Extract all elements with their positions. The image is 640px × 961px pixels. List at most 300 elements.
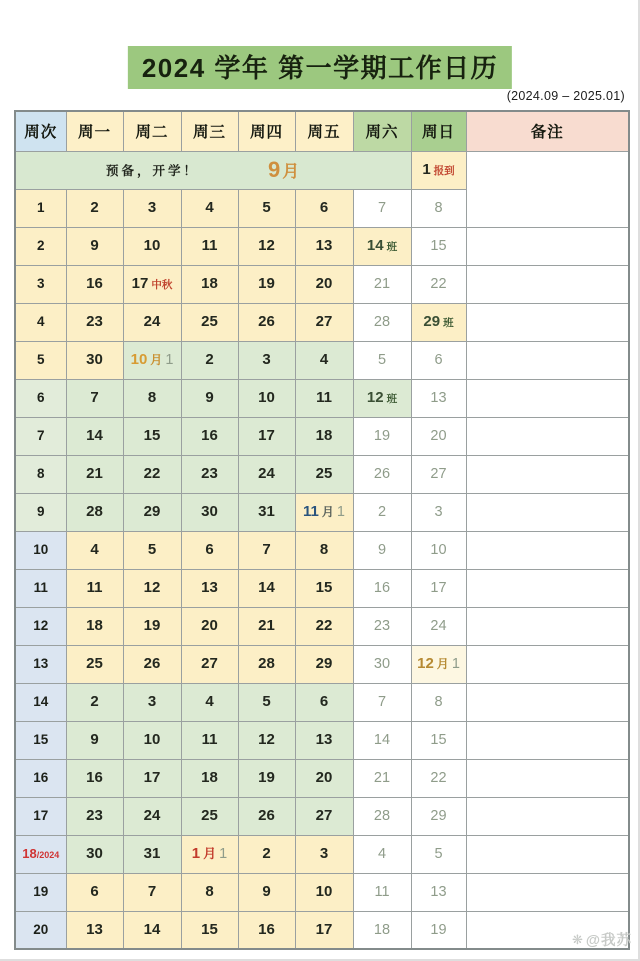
cell-text: 5 [262, 693, 271, 710]
cell-text: 1 [165, 352, 174, 368]
day-cell [181, 189, 238, 227]
cell-text: 1 [336, 504, 345, 520]
header-remark: 备注 [466, 111, 629, 151]
cell-text: 31 [143, 845, 161, 862]
cell-text: 25 [86, 655, 103, 672]
cell-text: 19 [258, 769, 275, 786]
cell-text: 14 [258, 579, 275, 596]
cell-text: 7 [377, 694, 387, 710]
cell-text: 11 [374, 884, 390, 900]
cell-text: 18 [201, 769, 218, 786]
cell-text: 11 [86, 579, 103, 596]
day-cell [181, 873, 238, 911]
cell-text: 6 [36, 390, 45, 405]
cell-text: 6 [319, 693, 329, 710]
cell-text: 21 [373, 770, 391, 786]
day-cell [123, 835, 181, 873]
day-cell [123, 531, 181, 569]
day-cell [181, 455, 238, 493]
week-number-cell [15, 417, 66, 455]
remark-cell [466, 607, 629, 645]
day-cell [295, 797, 353, 835]
week-number-cell [15, 227, 66, 265]
cell-text: 13 [430, 390, 447, 406]
day-cell [181, 759, 238, 797]
cell-text: 月 [150, 353, 163, 367]
cell-text: 7 [90, 389, 99, 406]
day-cell [295, 873, 353, 911]
cell-text: 20 [315, 275, 333, 292]
cell-text: 班 [443, 317, 454, 329]
day-cell [238, 569, 295, 607]
day-cell [411, 227, 466, 265]
day-cell [295, 569, 353, 607]
day-cell [66, 911, 123, 949]
remark-cell [466, 835, 629, 873]
cell-text: 18 [86, 617, 103, 634]
day-cell [411, 569, 466, 607]
week-number-cell [15, 341, 66, 379]
cell-text: 25 [201, 313, 218, 330]
day-cell [411, 721, 466, 759]
remark-cell [466, 379, 629, 417]
day-cell [295, 189, 353, 227]
day-cell [238, 797, 295, 835]
day-cell [238, 493, 295, 531]
day-cell [238, 379, 295, 417]
day-cell [181, 607, 238, 645]
cell-text: 16 [201, 427, 218, 444]
day-cell [181, 417, 238, 455]
cell-text: 23 [373, 618, 391, 634]
day-cell [411, 303, 466, 341]
remark-cell [466, 341, 629, 379]
day-cell [123, 911, 181, 949]
day-cell [353, 227, 411, 265]
remark-cell [466, 151, 629, 227]
cell-text: 7 [262, 541, 271, 558]
day-cell [295, 227, 353, 265]
day-cell [181, 379, 238, 417]
day-cell [123, 759, 181, 797]
cell-text: 25 [315, 465, 333, 482]
cell-text: 2 [36, 238, 45, 253]
cell-text: 28 [373, 314, 391, 330]
day-cell [411, 911, 466, 949]
week-number-cell [15, 455, 66, 493]
cell-text: 12 [258, 731, 275, 748]
cell-text: 17 [33, 808, 49, 823]
day-cell [295, 835, 353, 873]
day-cell [295, 493, 353, 531]
cell-text: 9 [90, 731, 99, 748]
day-cell [353, 645, 411, 683]
day-cell [66, 531, 123, 569]
cell-text: 26 [258, 313, 275, 330]
cell-text: 4 [319, 351, 329, 368]
cell-text: 班 [386, 241, 398, 253]
cell-text: /2024 [36, 850, 60, 860]
cell-text: 5 [377, 352, 387, 368]
cell-text: 21 [86, 465, 103, 482]
cell-text: 2 [90, 199, 99, 216]
week-row [15, 455, 629, 493]
day-cell [181, 911, 238, 949]
cell-text: 3 [147, 199, 157, 216]
day-cell [295, 341, 353, 379]
cell-text: 9 [377, 542, 387, 558]
cell-text: 5 [262, 199, 271, 216]
cell-text: 13 [86, 920, 103, 938]
cell-text: 19 [33, 884, 49, 899]
day-cell [123, 303, 181, 341]
cell-text: 24 [143, 807, 161, 824]
cell-text: 15 [201, 920, 218, 938]
cell-text: 4 [377, 846, 387, 862]
cell-text: 10 [258, 389, 275, 406]
cell-text: 4 [205, 199, 214, 216]
day-cell [411, 873, 466, 911]
week-row [15, 303, 629, 341]
day-cell [123, 645, 181, 683]
cell-text: 29 [423, 313, 441, 330]
cell-text: 10 [430, 542, 447, 558]
week-number-cell [15, 493, 66, 531]
cell-text: 30 [86, 351, 103, 368]
day-cell [295, 379, 353, 417]
cell-text: 22 [315, 617, 333, 634]
day-cell [123, 873, 181, 911]
cell-text: 5 [147, 541, 157, 558]
cell-text: 27 [430, 466, 447, 482]
cell-text: 24 [143, 313, 161, 330]
day-cell [238, 911, 295, 949]
remark-cell [466, 303, 629, 341]
day-cell [411, 835, 466, 873]
cell-text: 4 [205, 693, 214, 710]
day-cell [295, 721, 353, 759]
cell-text: 3 [262, 351, 271, 368]
day-cell [123, 341, 181, 379]
day-cell [123, 683, 181, 721]
page-title: 2024 学年 第一学期工作日历 [128, 46, 512, 89]
cell-text: 24 [430, 618, 447, 634]
week-row [15, 265, 629, 303]
cell-text: 10 [143, 237, 161, 254]
cell-text: 6 [434, 352, 443, 368]
cell-text: 1 [191, 845, 201, 862]
cell-text: 14 [143, 920, 161, 938]
cell-text: 27 [315, 313, 333, 330]
cell-text: 15 [430, 732, 447, 748]
cell-text: 11 [33, 580, 48, 595]
week-row [15, 645, 629, 683]
week-number-cell [15, 645, 66, 683]
day-cell [238, 455, 295, 493]
day-cell [181, 683, 238, 721]
cell-text: 2 [205, 351, 214, 368]
day-cell [66, 873, 123, 911]
day-cell [181, 303, 238, 341]
september-row [15, 151, 629, 189]
header-monday: 周一 [66, 111, 123, 151]
cell-text: 16 [86, 769, 103, 786]
cell-text: 28 [373, 808, 391, 824]
week-number-cell [15, 379, 66, 417]
day-cell [66, 569, 123, 607]
cell-text: 3 [36, 276, 45, 291]
day-cell [411, 341, 466, 379]
cell-text: 19 [430, 921, 447, 938]
cell-text: 3 [319, 845, 329, 862]
day-cell [353, 607, 411, 645]
cell-text: 1 [422, 161, 431, 178]
remark-cell [466, 759, 629, 797]
day-cell [295, 417, 353, 455]
day-cell [295, 683, 353, 721]
watermark-text: @我苏 [585, 933, 632, 949]
day-cell [353, 189, 411, 227]
day-cell [238, 645, 295, 683]
september-first-day-cell [411, 151, 466, 189]
cell-text: 12 [143, 579, 161, 596]
remark-cell [466, 265, 629, 303]
september-month-label [268, 157, 299, 183]
day-cell [353, 797, 411, 835]
cell-text: 11 [201, 237, 218, 254]
cell-text: 10 [130, 351, 148, 368]
week-row [15, 417, 629, 455]
cell-text: 月 [436, 657, 449, 671]
remark-cell [466, 683, 629, 721]
day-cell [123, 569, 181, 607]
day-cell [66, 227, 123, 265]
day-cell [66, 835, 123, 873]
day-cell [123, 797, 181, 835]
day-cell [66, 759, 123, 797]
day-cell [123, 607, 181, 645]
day-cell [181, 645, 238, 683]
cell-text: 9 [36, 504, 45, 519]
day-cell [66, 455, 123, 493]
cell-text: 21 [258, 617, 275, 634]
cell-text: 12 [417, 655, 434, 672]
day-cell [238, 189, 295, 227]
week-row [15, 873, 629, 911]
day-cell [411, 189, 466, 227]
cell-text: 13 [315, 237, 333, 254]
cell-text: 14 [86, 427, 103, 444]
day-cell [353, 303, 411, 341]
cell-text: 17 [315, 920, 333, 938]
cell-text: 20 [430, 428, 447, 444]
day-cell [181, 835, 238, 873]
day-cell [66, 379, 123, 417]
cell-text: 29 [143, 503, 161, 520]
cell-text: 31 [258, 503, 275, 520]
cell-text: 9 [262, 883, 271, 900]
month-character: 月 [282, 162, 300, 181]
calendar-table [14, 110, 630, 950]
day-cell [66, 189, 123, 227]
week-number-cell [15, 569, 66, 607]
day-cell [411, 455, 466, 493]
day-cell [66, 417, 123, 455]
day-cell [238, 721, 295, 759]
week-row [15, 797, 629, 835]
cell-text: 11 [303, 503, 319, 520]
day-cell [411, 797, 466, 835]
day-cell [295, 645, 353, 683]
day-cell [295, 531, 353, 569]
cell-text: 2 [377, 504, 387, 520]
week-number-cell [15, 303, 66, 341]
header-friday: 周五 [295, 111, 353, 151]
cell-text: 2 [90, 693, 99, 710]
remark-cell [466, 531, 629, 569]
handwritten-note: 预备，开学！ [106, 164, 200, 178]
day-cell [353, 911, 411, 949]
remark-cell [466, 797, 629, 835]
week-row [15, 835, 629, 873]
cell-text: 26 [258, 807, 275, 824]
day-cell [353, 379, 411, 417]
day-cell [66, 265, 123, 303]
cell-text: 13 [315, 731, 333, 748]
day-cell [295, 911, 353, 949]
day-cell [411, 493, 466, 531]
week-number-cell [15, 265, 66, 303]
cell-text: 9 [205, 389, 214, 406]
day-cell [181, 721, 238, 759]
day-cell [411, 759, 466, 797]
day-cell [295, 265, 353, 303]
cell-text: 16 [373, 580, 391, 596]
cell-text: 15 [430, 238, 447, 254]
cell-text: 中秋 [151, 279, 173, 291]
week-number-cell [15, 873, 66, 911]
week-row [15, 341, 629, 379]
day-cell [353, 417, 411, 455]
cell-text: 23 [86, 807, 103, 824]
cell-text: 7 [377, 200, 387, 216]
cell-text: 6 [90, 883, 99, 900]
day-cell [181, 493, 238, 531]
day-cell [353, 265, 411, 303]
cell-text: 30 [373, 656, 391, 672]
remark-cell [466, 873, 629, 911]
cell-text: 15 [143, 427, 161, 444]
cell-text: 23 [86, 313, 103, 330]
week-number-cell [15, 911, 66, 949]
cell-text: 5 [36, 352, 45, 367]
day-cell [238, 683, 295, 721]
cell-text: 16 [33, 770, 49, 785]
day-cell [66, 645, 123, 683]
header-saturday: 周六 [353, 111, 411, 151]
wasu-logo-icon: ❋ [571, 931, 584, 947]
cell-text: 21 [373, 276, 391, 292]
week-number-cell [15, 683, 66, 721]
week-number-cell [15, 607, 66, 645]
cell-text: 30 [86, 845, 103, 862]
remark-cell [466, 455, 629, 493]
cell-text: 19 [258, 275, 275, 292]
cell-text: 8 [319, 541, 329, 558]
cell-text: 2 [262, 845, 271, 862]
cell-text: 30 [201, 503, 218, 520]
day-cell [411, 531, 466, 569]
cell-text: 24 [258, 465, 275, 482]
cell-text: 1 [219, 846, 228, 862]
day-cell [238, 341, 295, 379]
remark-cell [466, 417, 629, 455]
month-number: 9 [268, 157, 281, 182]
week-row [15, 759, 629, 797]
day-cell [66, 721, 123, 759]
week-row [15, 493, 629, 531]
week-number-cell [15, 797, 66, 835]
day-cell [181, 569, 238, 607]
cell-text: 18 [22, 846, 37, 861]
cell-text: 月 [321, 505, 334, 519]
cell-text: 29 [430, 808, 447, 824]
day-cell [238, 759, 295, 797]
day-cell [353, 759, 411, 797]
header-week-col: 周次 [15, 111, 66, 151]
day-cell [66, 683, 123, 721]
day-cell [238, 265, 295, 303]
day-cell [411, 379, 466, 417]
day-cell [353, 493, 411, 531]
cell-text: 12 [258, 237, 275, 254]
header-wednesday: 周三 [181, 111, 238, 151]
cell-text: 13 [430, 884, 447, 900]
cell-text: 10 [33, 542, 49, 557]
week-row [15, 607, 629, 645]
cell-text: 26 [373, 466, 391, 482]
cell-text: 17 [258, 427, 275, 444]
day-cell [123, 379, 181, 417]
day-cell [238, 303, 295, 341]
remark-cell [466, 645, 629, 683]
cell-text: 14 [373, 732, 391, 748]
cell-text: 18 [315, 427, 333, 444]
cell-text: 8 [434, 200, 443, 216]
cell-text: 28 [86, 503, 103, 520]
week-number-cell [15, 721, 66, 759]
day-cell [238, 227, 295, 265]
day-cell [238, 531, 295, 569]
cell-text: 18 [201, 275, 218, 292]
cell-text: 14 [366, 237, 384, 254]
header-thursday: 周四 [238, 111, 295, 151]
cell-text: 8 [147, 389, 157, 406]
day-cell [238, 417, 295, 455]
calendar-header [15, 111, 629, 151]
cell-text: 8 [434, 694, 443, 710]
cell-text: 6 [319, 199, 329, 216]
cell-text: 27 [201, 655, 218, 672]
day-cell [238, 607, 295, 645]
week-row [15, 379, 629, 417]
day-cell [66, 797, 123, 835]
day-cell [238, 873, 295, 911]
cell-text: 12 [366, 389, 384, 406]
cell-text: 25 [201, 807, 218, 824]
header-tuesday: 周二 [123, 111, 181, 151]
week-row [15, 683, 629, 721]
